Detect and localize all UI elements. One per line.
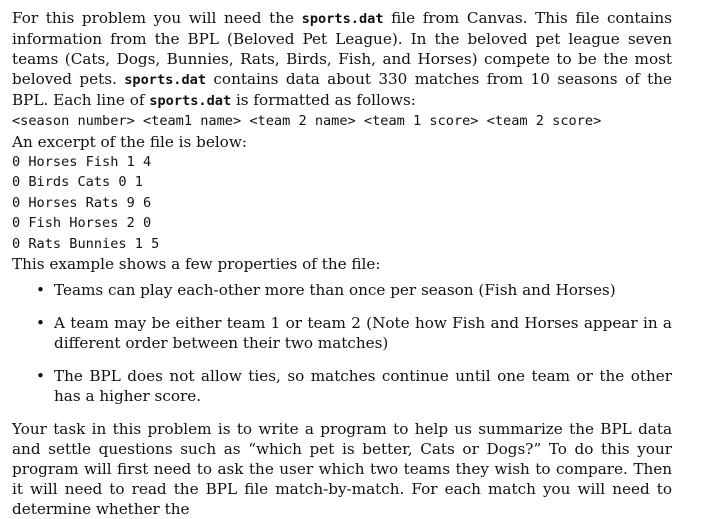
properties-label: This example shows a few properties of the file: [12,255,381,273]
excerpt-block [12,152,672,255]
bullet-icon: • [36,281,45,299]
bullet-icon: • [36,366,45,385]
excerpt-line: 0 Rats Bunnies 1 5 [12,235,160,252]
list-item [36,313,672,354]
intro-paragraph [12,8,672,111]
intro-text-2: file from Canvas. This file contains information from the BPL (Beloved Pet League). In the beloved pet league seven teams (Cats, Dogs, Bunnies, Rats, Birds, Fish, and Horses) compete to be the most beloved pets. [12,9,673,88]
intro-text-3: contains data about 330 matches from 10 seasons of the BPL. Each line of [12,70,672,109]
excerpt-line: 0 Horses Fish 1 4 [12,153,152,170]
bullet-icon: • [36,313,45,332]
intro-text-4: is formatted as follows: [231,91,416,109]
filename-code-3: sports.dat [149,93,232,109]
properties-list [12,280,672,407]
filename-code-2: sports.dat [124,72,207,88]
list-item [36,366,672,407]
list-item-text: Teams can play each-other more than once per season (Fish and Horses) [54,281,616,299]
list-item [36,280,672,301]
document-page [12,8,672,519]
intro-text-1: For this problem you will need the [12,9,302,27]
list-item-text: The BPL does not allow ties, so matches continue until one team or the other has a higher score. [54,366,672,405]
format-line: <season number> <team1 name> <team 2 name> <team 1 score> <team 2 score> [12,113,602,129]
task-paragraph: Your task in this problem is to write a program to help us summarize the BPL data and settle questions such as “which pet is better, Cats or Dogs?” To do this your program will first need to ask the user which two teams they wish to compare. Then it will need to read the BPL file match-by-match. For each match you will need to determine whether the [12,419,672,518]
excerpt-line: 0 Fish Horses 2 0 [12,215,152,231]
excerpt-label: An excerpt of the file is below: [12,132,247,151]
list-item-text: A team may be either team 1 or team 2 (Note how Fish and Horses appear in a different order between their two matches) [54,313,672,352]
excerpt-line: 0 Horses Rats 9 6 [12,194,152,211]
excerpt-line: 0 Birds Cats 0 1 [12,174,143,190]
filename-code-1: sports.dat [301,11,384,27]
